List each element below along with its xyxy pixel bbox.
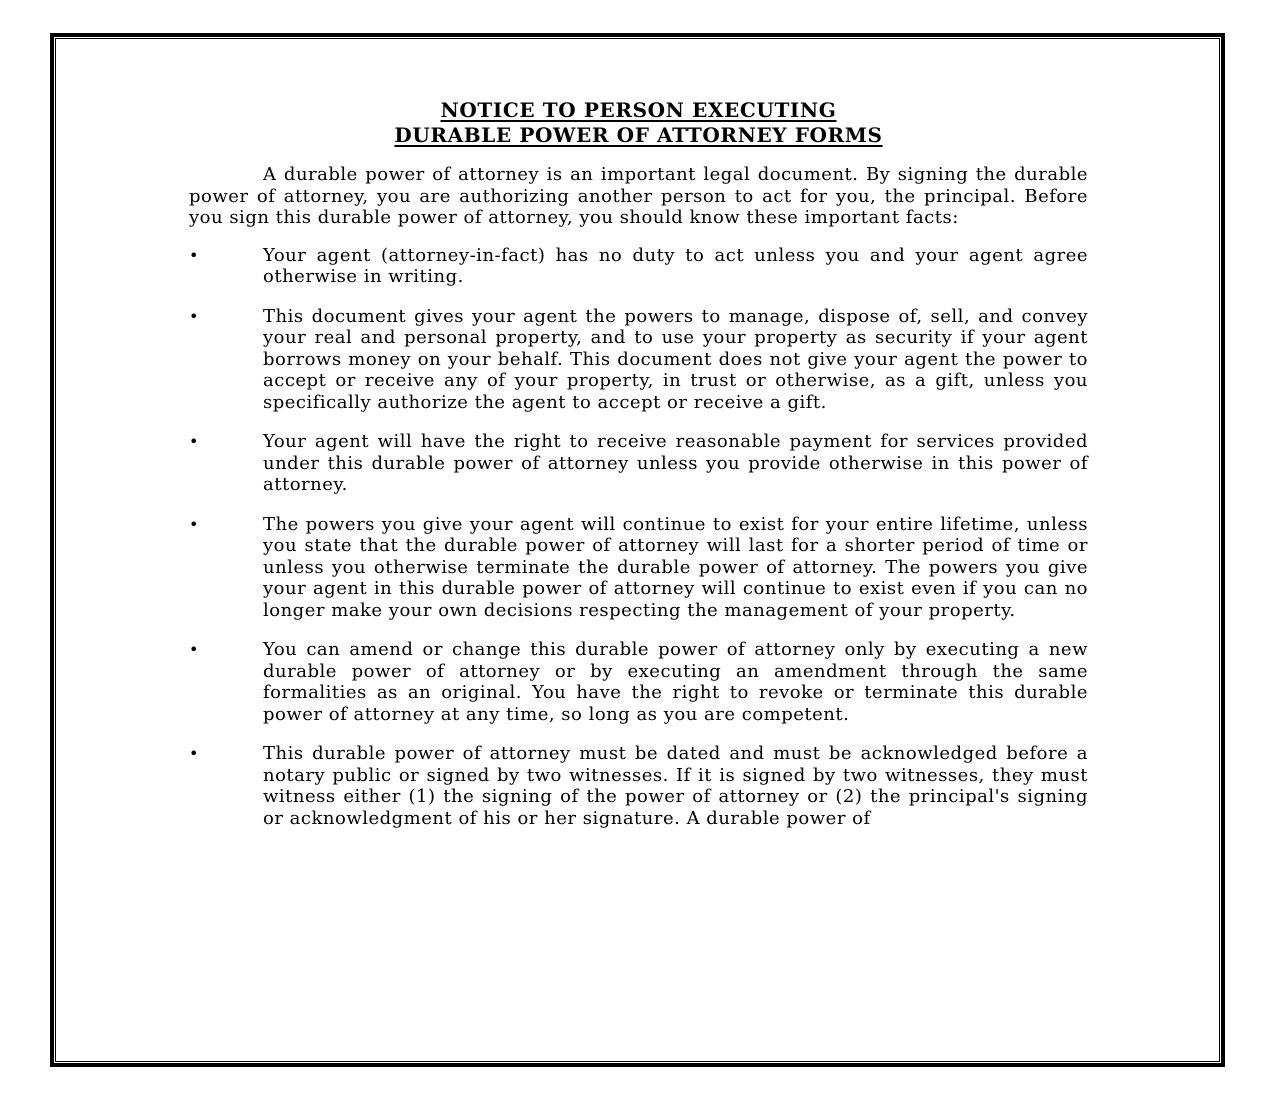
list-item-text: You can amend or change this durable power of attorney only by executing a new durable power of attorney or by executing an amendment through the same formalities as an original. You have the right to revoke or terminate this durable power of attorney at any time, so long as you are competent. bbox=[263, 639, 1088, 725]
list-item bbox=[189, 639, 1088, 725]
bullet-icon: • bbox=[189, 245, 199, 265]
facts-list bbox=[189, 245, 1088, 830]
list-item-text: The powers you give your agent will continue to exist for your entire lifetime, unless you state that the durable power of attorney will last for a shorter period of time or unless you otherwise terminate the durable power of attorney. The powers you give your agent in this durable power of attorney will continue to exist even if you can no longer make your own decisions respecting the management of your property. bbox=[263, 513, 1088, 621]
list-item-text: This document gives your agent the powers to manage, dispose of, sell, and convey your real and personal property, and to use your property as security if your agent borrows money on your behalf. This document does not give your agent the power to accept or receive any of your property, in trust or otherwise, as a gift, unless you specifically authorize the agent to accept or receive a gift. bbox=[263, 305, 1088, 413]
bullet-icon: • bbox=[189, 306, 199, 326]
list-item bbox=[189, 743, 1088, 829]
list-item-text: Your agent (attorney-in-fact) has no duty to act unless you and your agent agree otherwise in writing. bbox=[263, 244, 1088, 287]
list-item bbox=[189, 514, 1088, 622]
bullet-icon: • bbox=[189, 514, 199, 534]
bullet-icon: • bbox=[189, 744, 199, 763]
title-line-2: DURABLE POWER OF ATTORNEY FORMS bbox=[394, 123, 883, 147]
list-item-text: This durable power of attorney must be dated and must be acknowledged before a notary public or signed by two witnesses. If it is signed by two witnesses, they must witness either (1) the signing of the power of attorney or (2) the principal's signing or acknowledgment of his or her signature. A durable power of bbox=[263, 743, 1088, 829]
document-body bbox=[189, 98, 1088, 847]
document-title bbox=[189, 98, 1088, 148]
list-item bbox=[189, 431, 1088, 496]
bullet-icon: • bbox=[189, 640, 199, 659]
list-item bbox=[189, 245, 1088, 288]
intro-paragraph: A durable power of attorney is an important legal document. By signing the durable power of attorney, you are authorizing another person to act for you, the principal. Before you sign this durable power of attorney, you should know these important facts: bbox=[189, 164, 1088, 228]
title-line-1: NOTICE TO PERSON EXECUTING bbox=[440, 98, 837, 122]
list-item bbox=[189, 306, 1088, 414]
bullet-icon: • bbox=[189, 432, 199, 451]
list-item-text: Your agent will have the right to receive reasonable payment for services provided under this durable power of attorney unless you provide otherwise in this power of attorney. bbox=[263, 431, 1088, 495]
